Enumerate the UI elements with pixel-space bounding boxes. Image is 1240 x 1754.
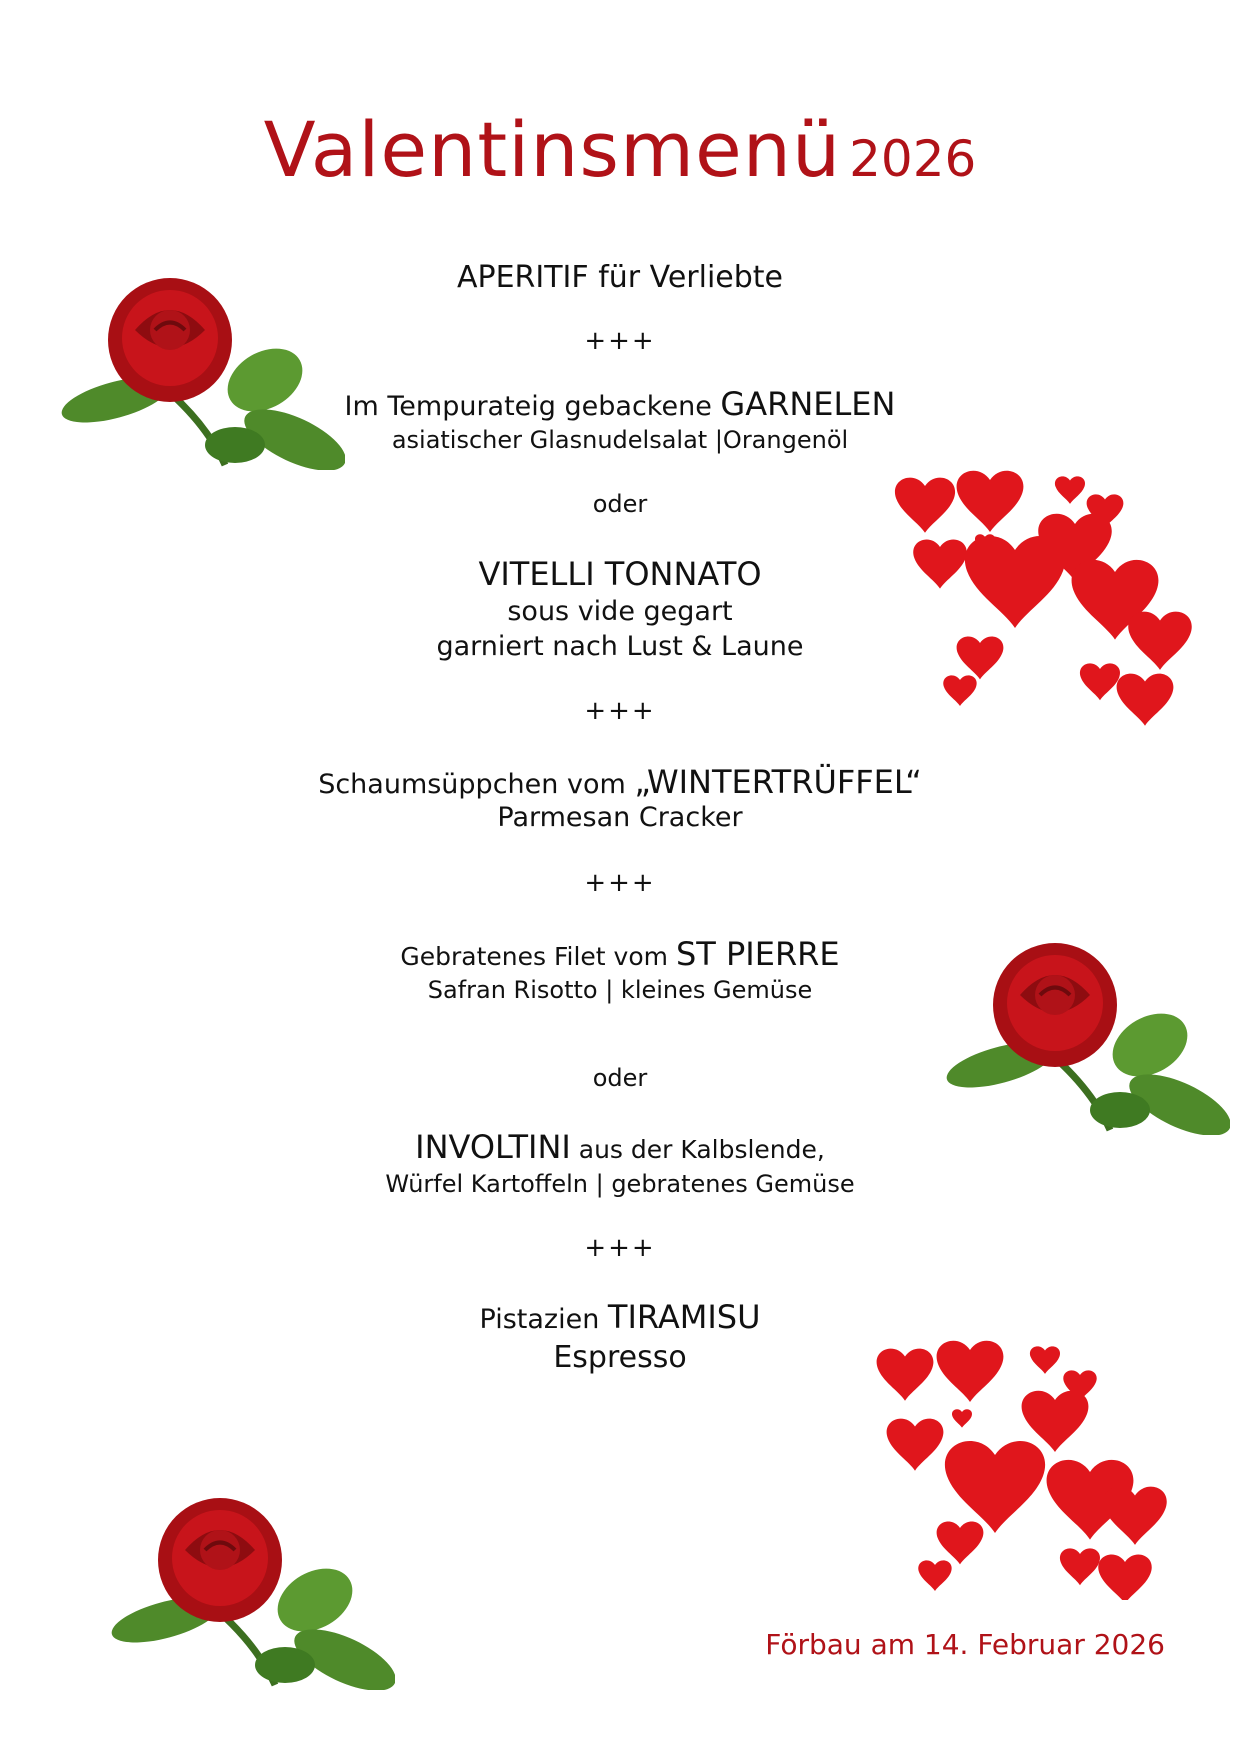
suppe-sub: Parmesan Cracker: [497, 802, 743, 833]
involtini-suffix: aus der Kalbslende,: [570, 1135, 825, 1164]
pierre-prefix: Gebratenes Filet vom: [400, 942, 676, 971]
suppe-prefix: Schaumsüppchen vom: [318, 769, 635, 800]
tiramisu-prefix: Pistazien: [479, 1304, 608, 1335]
pierre-sub: Safran Risotto | kleines Gemüse: [427, 976, 813, 1004]
vitelli-sub-1: sous vide gegart: [507, 596, 733, 627]
rose-image: [940, 935, 1230, 1135]
separator: +++: [584, 326, 656, 356]
oder-2: oder: [592, 1064, 648, 1092]
hearts-cluster-image: [890, 455, 1210, 735]
oder-1: oder: [592, 490, 648, 518]
separator: +++: [584, 1233, 656, 1263]
rose-image: [55, 270, 345, 470]
title-year: 2026: [849, 130, 977, 188]
title-main: Valentinsmenü: [263, 105, 842, 194]
aperitif-line: APERITIF für Verliebte: [456, 260, 784, 295]
vitelli-name: VITELLI TONNATO: [478, 555, 762, 593]
rose-image: [105, 1490, 395, 1690]
hearts-cluster-image: [865, 1320, 1185, 1600]
tiramisu-sub: Espresso: [553, 1340, 687, 1375]
garnelen-sub: asiatischer Glasnudelsalat |Orangenöl: [391, 426, 849, 454]
separator: +++: [584, 696, 656, 726]
involtini-name: INVOLTINI: [415, 1128, 571, 1166]
suppe-line: [0, 763, 1240, 801]
suppe-name: „WINTERTRÜFFEL“: [634, 763, 922, 801]
separator: +++: [584, 868, 656, 898]
garnelen-prefix: Im Tempurateig gebackene: [344, 391, 721, 422]
garnelen-name: GARNELEN: [720, 385, 896, 423]
footer-date: Förbau am 14. Februar 2026: [765, 1628, 1165, 1661]
vitelli-sub-2: garniert nach Lust & Laune: [436, 631, 804, 662]
page-title: [0, 105, 1240, 194]
pierre-name: ST PIERRE: [675, 935, 840, 973]
involtini-sub: Würfel Kartoffeln | gebratenes Gemüse: [385, 1170, 855, 1198]
tiramisu-name: TIRAMISU: [607, 1298, 761, 1336]
